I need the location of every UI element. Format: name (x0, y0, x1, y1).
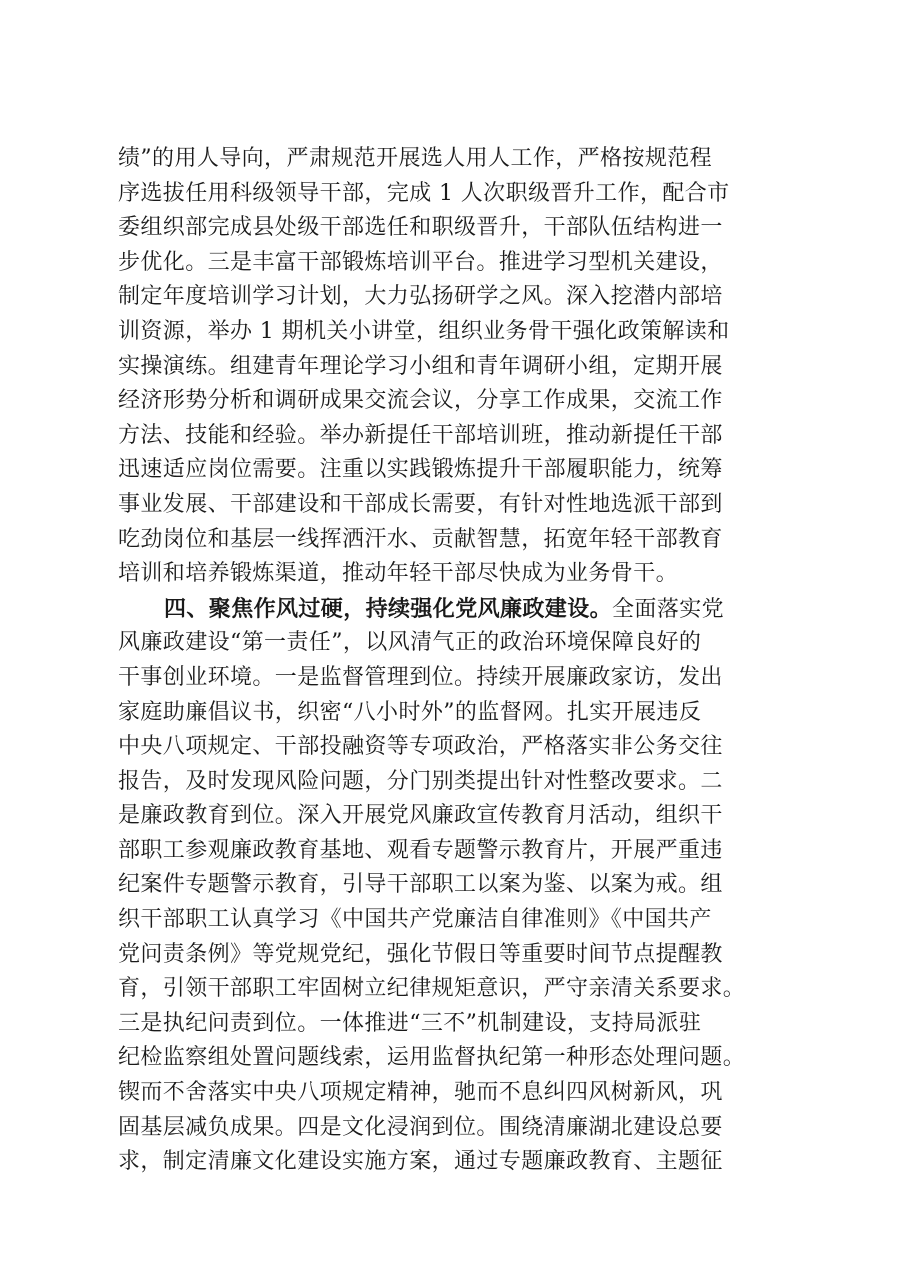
text-line: 党问责条例》等党规党纪，强化节假日等重要时间节点提醒教 (118, 941, 723, 967)
section-heading-line (118, 592, 808, 627)
text-line: 方法、技能和经验。举办新提任干部培训班，推动新提任干部 (118, 422, 723, 448)
text-line: 中央八项规定、干部投融资等专项政治，严格落实非公务交往 (118, 734, 723, 760)
text-line: 纪案件专题警示教育，引导干部职工以案为鉴、以案为戒。组 (118, 872, 723, 898)
text-line: 序选拔任用科级领导干部，完成 1 人次职级晋升工作，配合市 (118, 180, 730, 206)
text-line: 制定年度培训学习计划，大力弘扬研学之风。深入挖潜内部培 (118, 284, 723, 310)
text-line: 训资源，举办 1 期机关小讲堂，组织业务骨干强化政策解读和 (118, 318, 730, 344)
text-line: 迅速适应岗位需要。注重以实践锻炼提升干部履职能力，统筹 (118, 457, 723, 483)
text-line: 步优化。三是丰富干部锻炼培训平台。推进学习型机关建设， (118, 249, 723, 275)
text-line: 育，引领干部职工牢固树立纪律规矩意识，严守亲清关系要求。 (118, 976, 746, 1002)
text-line: 锲而不舍落实中央八项规定精神，驰而不息纠四风树新风，巩 (118, 1080, 723, 1106)
text-line: 绩”的用人导向，严肃规范开展选人用人工作，严格按规范程 (118, 146, 713, 171)
text-line: 三是执纪问责到位。一体推进“三不”机制建设，支持局派驻 (118, 1010, 702, 1036)
text-line: 事业发展、干部建设和干部成长需要，有针对性地选派干部到 (118, 491, 723, 517)
text-line: 是廉政教育到位。深入开展党风廉政宣传教育月活动，组织干 (118, 803, 723, 829)
text-line: 干事创业环境。一是监督管理到位。持续开展廉政家访，发出 (118, 664, 723, 690)
text-line: 固基层减负成果。四是文化浸润到位。围绕清廉湖北建设总要 (118, 1114, 723, 1140)
text-line: 委组织部完成县处级干部选任和职级晋升，干部队伍结构进一 (118, 215, 723, 241)
section-heading: 四、聚焦作风过硬，持续强化党风廉政建设。 (164, 595, 613, 622)
text-line: 报告，及时发现风险问题，分门别类提出针对性整改要求。二 (118, 768, 723, 794)
heading-line-rest: 全面落实党 (612, 596, 725, 622)
text-line: 吃劲岗位和基层一线挥洒汗水、贡献智慧，拓宽年轻干部教育 (118, 526, 723, 552)
body-text (118, 142, 808, 1180)
text-line: 求，制定清廉文化建设实施方案，通过专题廉政教育、主题征 (118, 1149, 723, 1175)
text-line: 纪检监察组处置问题线索，运用监督执纪第一种形态处理问题。 (118, 1045, 746, 1071)
text-line: 风廉政建设“第一责任”，以风清气正的政治环境保障良好的 (118, 630, 702, 656)
text-line: 织干部职工认真学习《中国共产党廉洁自律准则》《中国共产 (118, 907, 712, 933)
text-line: 家庭助廉倡议书，织密“八小时外”的监督网。扎实开展违反 (118, 699, 702, 725)
text-line: 部职工参观廉政教育基地、观看专题警示教育片，开展严重违 (118, 837, 723, 863)
text-line: 实操演练。组建青年理论学习小组和青年调研小组，定期开展 (118, 353, 723, 379)
text-line: 经济形势分析和调研成果交流会议，分享工作成果，交流工作 (118, 388, 723, 414)
text-line: 培训和培养锻炼渠道，推动年轻干部尽快成为业务骨干。 (118, 561, 679, 587)
